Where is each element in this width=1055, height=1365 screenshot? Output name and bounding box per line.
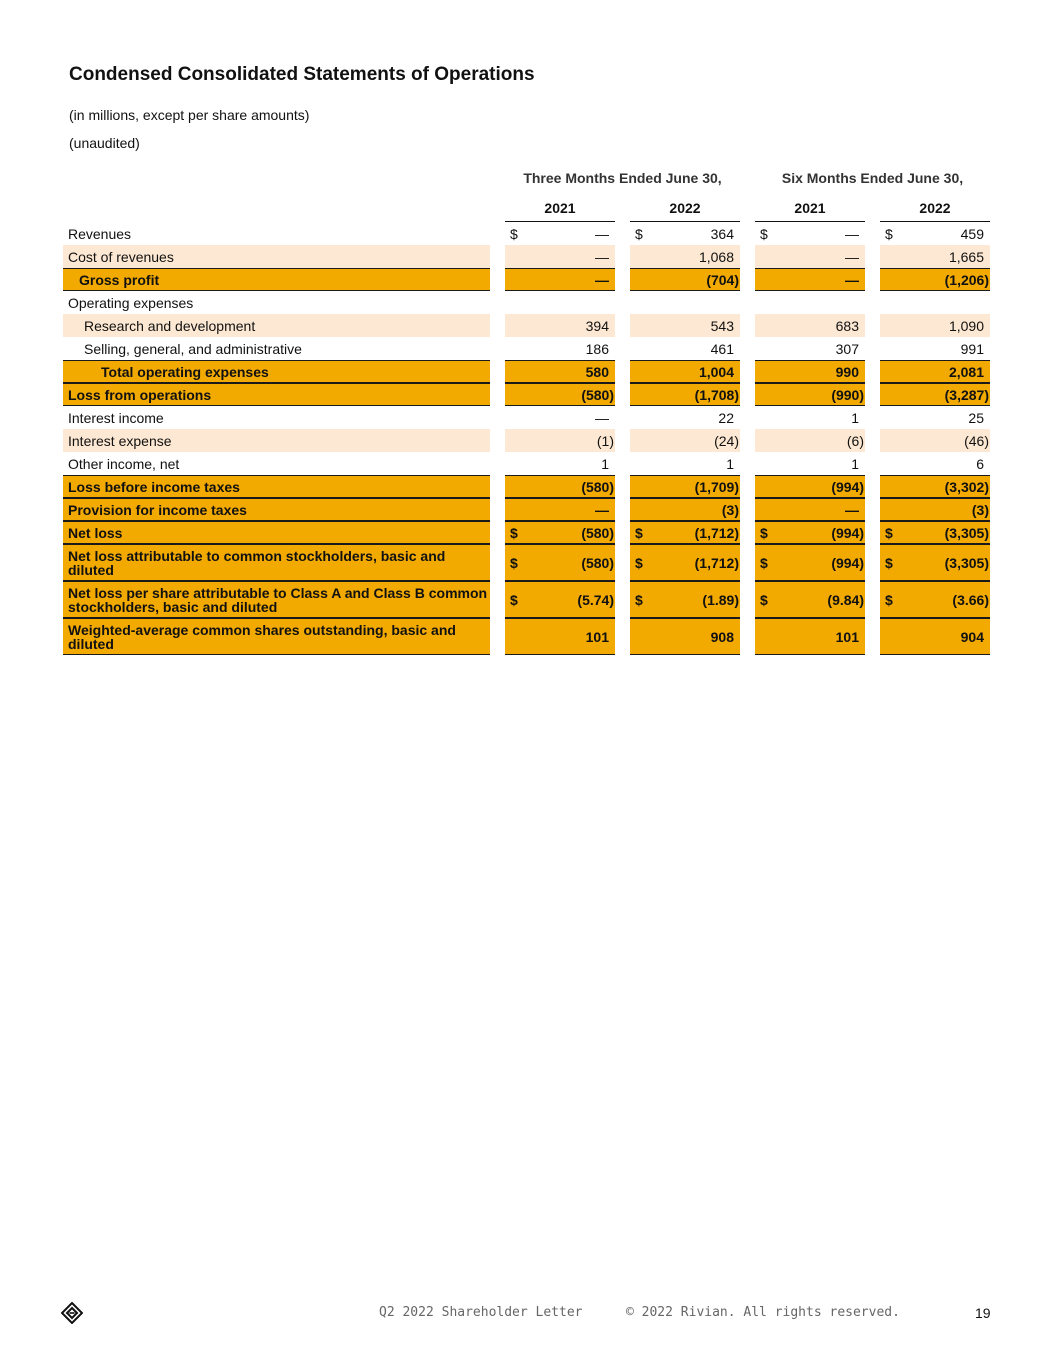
row-label: Interest expense	[63, 429, 490, 452]
value-cell	[880, 314, 990, 337]
table-row	[63, 314, 991, 337]
cell-value: 101	[585, 628, 609, 645]
year-header: 2021	[755, 197, 865, 222]
value-cell	[630, 268, 740, 291]
value-cell	[630, 360, 740, 383]
cell-value: 543	[710, 317, 734, 334]
cell-value: (1)	[596, 432, 614, 449]
cell-value: (3.66)	[952, 591, 989, 608]
currency-symbol: $	[760, 524, 768, 541]
value-cell	[880, 245, 990, 268]
cell-value: (9.84)	[827, 591, 864, 608]
value-cell	[880, 291, 990, 314]
cell-value: 6	[976, 455, 984, 472]
footer-document-title: Q2 2022 Shareholder Letter	[379, 1305, 583, 1320]
value-cell	[880, 498, 990, 521]
table-row	[63, 618, 991, 655]
row-label: Cost of revenues	[63, 245, 490, 268]
cell-value: (994)	[831, 524, 864, 541]
table-row	[63, 521, 991, 544]
value-cell	[880, 581, 990, 618]
value-cell	[630, 618, 740, 655]
value-cell	[880, 337, 990, 360]
cell-value: —	[845, 225, 859, 242]
row-label: Total operating expenses	[63, 360, 490, 383]
cell-value: —	[595, 271, 609, 288]
value-cell	[755, 360, 865, 383]
value-cell	[755, 581, 865, 618]
currency-symbol: $	[885, 225, 893, 242]
currency-symbol: $	[510, 554, 518, 571]
value-cell	[630, 429, 740, 452]
value-cell	[630, 521, 740, 544]
value-cell	[755, 245, 865, 268]
cell-value: (3,305)	[944, 524, 989, 541]
value-cell	[755, 498, 865, 521]
value-cell	[505, 245, 615, 268]
currency-symbol: $	[635, 591, 643, 608]
value-cell	[880, 618, 990, 655]
cell-value: 1	[601, 455, 609, 472]
cell-value: 1,068	[698, 248, 734, 265]
value-cell	[630, 544, 740, 581]
cell-value: (580)	[581, 554, 614, 571]
row-label: Net loss	[63, 521, 490, 544]
value-cell	[505, 521, 615, 544]
value-cell	[505, 581, 615, 618]
currency-symbol: $	[635, 524, 643, 541]
currency-symbol: $	[885, 554, 893, 571]
row-label: Net loss attributable to common stockholders, basic and diluted	[63, 544, 490, 581]
currency-symbol: $	[510, 225, 518, 242]
value-cell	[505, 268, 615, 291]
value-cell	[880, 429, 990, 452]
value-cell	[630, 498, 740, 521]
value-cell	[505, 291, 615, 314]
value-cell	[880, 406, 990, 429]
table-row	[63, 498, 991, 521]
value-cell	[630, 581, 740, 618]
cell-value: (3,287)	[944, 386, 989, 403]
row-label: Revenues	[68, 225, 132, 242]
currency-symbol: $	[885, 591, 893, 608]
cell-value: 904	[960, 628, 984, 645]
cell-value: 307	[835, 340, 859, 357]
table-row	[63, 245, 991, 268]
value-cell	[505, 544, 615, 581]
cell-value: (580)	[581, 524, 614, 541]
value-cell	[880, 222, 990, 245]
cell-value: —	[845, 248, 859, 265]
year-header: 2022	[630, 197, 740, 222]
value-cell	[630, 222, 740, 245]
value-cell	[505, 222, 615, 245]
value-cell	[630, 314, 740, 337]
currency-symbol: $	[760, 591, 768, 608]
unaudited-note: (unaudited)	[69, 135, 140, 151]
table-row	[63, 581, 991, 618]
currency-symbol: $	[635, 225, 643, 242]
cell-value: 990	[835, 363, 859, 380]
value-cell	[755, 337, 865, 360]
row-label: Other income, net	[68, 455, 180, 472]
table-row	[63, 383, 991, 406]
currency-symbol: $	[760, 225, 768, 242]
value-cell	[755, 475, 865, 498]
row-label: Net loss per share attributable to Class A and Class B common stockholders, basic and diluted	[63, 581, 490, 618]
table-row	[63, 222, 991, 245]
value-cell	[755, 452, 865, 475]
value-cell	[755, 544, 865, 581]
cell-value: (46)	[964, 432, 989, 449]
currency-symbol: $	[510, 591, 518, 608]
row-label: Loss before income taxes	[63, 475, 490, 498]
cell-value: —	[845, 501, 859, 518]
value-cell	[505, 475, 615, 498]
value-cell	[755, 521, 865, 544]
table-row	[63, 268, 991, 291]
cell-value: 461	[710, 340, 734, 357]
cell-value: 683	[835, 317, 859, 334]
value-cell	[755, 314, 865, 337]
value-cell	[755, 268, 865, 291]
cell-value: (1,712)	[694, 524, 739, 541]
value-cell	[630, 337, 740, 360]
cell-value: —	[595, 248, 609, 265]
value-cell	[755, 406, 865, 429]
row-label: Research and development	[63, 314, 490, 337]
cell-value: 22	[718, 409, 734, 426]
cell-value: (704)	[706, 271, 739, 288]
cell-value: (994)	[831, 554, 864, 571]
value-cell	[630, 291, 740, 314]
year-header: 2022	[880, 197, 990, 222]
row-label: Gross profit	[63, 268, 490, 291]
value-cell	[755, 383, 865, 406]
value-cell	[755, 291, 865, 314]
row-label: Interest income	[68, 409, 164, 426]
value-cell	[880, 360, 990, 383]
cell-value: (580)	[581, 386, 614, 403]
group-header-three-months: Three Months Ended June 30,	[523, 170, 722, 186]
cell-value: 1,004	[698, 363, 734, 380]
rivian-logo-icon	[61, 1302, 83, 1324]
cell-value: 1	[851, 455, 859, 472]
cell-value: 2,081	[948, 363, 984, 380]
value-cell	[505, 314, 615, 337]
year-header: 2021	[505, 197, 615, 222]
cell-value: 364	[710, 225, 734, 242]
table-row	[63, 291, 991, 314]
page-title: Condensed Consolidated Statements of Operations	[69, 64, 535, 85]
cell-value: —	[595, 225, 609, 242]
cell-value: 1,090	[948, 317, 984, 334]
value-cell	[755, 618, 865, 655]
value-cell	[880, 544, 990, 581]
value-cell	[880, 475, 990, 498]
cell-value: (3)	[971, 501, 989, 518]
page-number: 19	[975, 1305, 991, 1321]
cell-value: 394	[585, 317, 609, 334]
value-cell	[880, 452, 990, 475]
table-row	[63, 337, 991, 360]
footer-copyright: © 2022 Rivian. All rights reserved.	[626, 1305, 900, 1320]
value-cell	[755, 429, 865, 452]
cell-value: 1	[726, 455, 734, 472]
row-label: Selling, general, and administrative	[84, 340, 302, 357]
year-header-row	[63, 197, 991, 221]
units-note: (in millions, except per share amounts)	[69, 107, 310, 123]
cell-value: (1,709)	[694, 478, 739, 495]
cell-value: 1,665	[948, 248, 984, 265]
value-cell	[880, 521, 990, 544]
table-row	[63, 429, 991, 452]
cell-value: 459	[960, 225, 984, 242]
table-row	[63, 452, 991, 475]
value-cell	[630, 475, 740, 498]
value-cell	[505, 406, 615, 429]
cell-value: 580	[585, 363, 609, 380]
cell-value: (5.74)	[577, 591, 614, 608]
value-cell	[630, 406, 740, 429]
table-row	[63, 475, 991, 498]
value-cell	[630, 245, 740, 268]
currency-symbol: $	[885, 524, 893, 541]
value-cell	[755, 222, 865, 245]
value-cell	[505, 337, 615, 360]
cell-value: (580)	[581, 478, 614, 495]
currency-symbol: $	[760, 554, 768, 571]
cell-value: 101	[835, 628, 859, 645]
value-cell	[505, 452, 615, 475]
cell-value: —	[845, 271, 859, 288]
value-cell	[505, 429, 615, 452]
cell-value: 186	[585, 340, 609, 357]
cell-value: —	[595, 409, 609, 426]
cell-value: (1.89)	[702, 591, 739, 608]
cell-value: (6)	[846, 432, 864, 449]
cell-value: (3,305)	[944, 554, 989, 571]
cell-value: 25	[968, 409, 984, 426]
cell-value: (3)	[721, 501, 739, 518]
value-cell	[505, 383, 615, 406]
group-header-six-months: Six Months Ended June 30,	[781, 170, 964, 186]
cell-value: 908	[710, 628, 734, 645]
cell-value: (1,206)	[944, 271, 989, 288]
cell-value: —	[595, 501, 609, 518]
currency-symbol: $	[510, 524, 518, 541]
table-row	[63, 544, 991, 581]
currency-symbol: $	[635, 554, 643, 571]
cell-value: 991	[960, 340, 984, 357]
table-row	[63, 360, 991, 383]
cell-value: 1	[851, 409, 859, 426]
cell-value: (3,302)	[944, 478, 989, 495]
row-label: Operating expenses	[68, 294, 194, 311]
row-label: Provision for income taxes	[63, 498, 490, 521]
cell-value: (1,712)	[694, 554, 739, 571]
row-label: Loss from operations	[63, 383, 490, 406]
value-cell	[505, 618, 615, 655]
value-cell	[505, 498, 615, 521]
table-row	[63, 406, 991, 429]
cell-value: (1,708)	[694, 386, 739, 403]
cell-value: (994)	[831, 478, 864, 495]
value-cell	[630, 383, 740, 406]
value-cell	[880, 268, 990, 291]
value-cell	[630, 452, 740, 475]
cell-value: (990)	[831, 386, 864, 403]
cell-value: (24)	[714, 432, 739, 449]
value-cell	[880, 383, 990, 406]
value-cell	[505, 360, 615, 383]
row-label: Weighted-average common shares outstanding, basic and diluted	[63, 618, 490, 655]
